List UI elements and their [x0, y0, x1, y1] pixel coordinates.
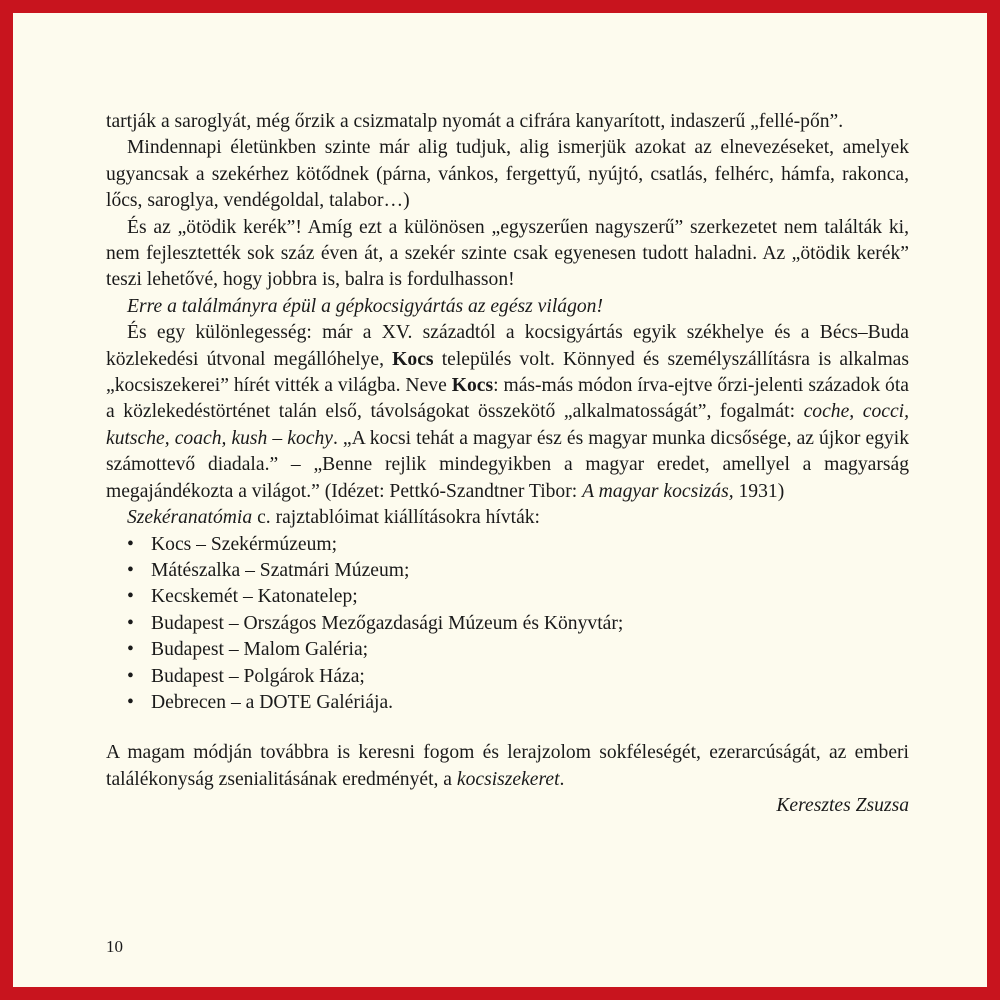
list-item-text: Budapest – Országos Mezőgazdasági Múzeum és Könyvtár;	[151, 612, 624, 634]
spacer	[106, 716, 909, 740]
paragraph: Mindennapi életünkben szinte már alig tudjuk, alig ismerjük azokat az elnevezéseket, amelyek ugyancsak a szekérhez kötődnek (párna, vánkos, fergettyű, nyújtó, csatlás, felhérc, hámfa, rakonca, lőcs, saroglya, vendégoldal, talabor…)	[106, 137, 909, 212]
text-run: c. rajztablóimat kiállításokra hívták:	[257, 507, 541, 529]
list-item	[127, 584, 909, 610]
text-run: település volt. Könnyed és személyszállításra is alkalmas „kocsiszekerei” hírét vitték a világba. Neve	[106, 348, 910, 397]
italic-paragraph	[106, 294, 909, 320]
text-run: 1931)	[738, 480, 785, 502]
word-variants: coche, cocci, kutsche, coach, kush – kochy	[106, 401, 910, 449]
list-item-text: Kocs – Szekérmúzeum;	[151, 533, 338, 555]
paragraph	[106, 320, 909, 505]
list-item-text: Budapest – Polgárok Háza;	[151, 665, 365, 687]
bullet-icon: •	[127, 586, 134, 608]
text-run: És egy különlegesség: már a XV. századtól a kocsigyártás egyik székhelye és a Bécs–Buda közlekedési útvonal megállóhelye,	[106, 322, 909, 370]
author-signature: Keresztes Zsuzsa	[776, 795, 909, 817]
paragraph: tartják a saroglyát, még őrzik a csizmatalp nyomát a cifrára kanyarított, indaszerű „fellé-pőn”.	[106, 111, 844, 132]
paragraph	[106, 505, 909, 531]
text-run: . „A kocsi tehát a magyar ész és magyar munka dicsősége, az újkor egyik számottevő diadala.” – „Benne rejlik mindegyikben a magyar eredet, amellyel a magyarság megajándékozta a világot.” (Idézet: Pettkó-Szandtner Tibor:	[106, 427, 909, 502]
bullet-icon: •	[127, 665, 134, 687]
list-item-text: Mátészalka – Szatmári Múzeum;	[151, 559, 410, 581]
bullet-icon: •	[127, 691, 134, 713]
bullet-icon: •	[127, 612, 134, 634]
bullet-icon: •	[127, 533, 134, 555]
list-item	[127, 558, 909, 584]
closing-paragraph	[106, 740, 909, 793]
bold-place-name: Kocs	[451, 375, 494, 397]
list-item	[127, 637, 909, 663]
bullet-icon: •	[127, 639, 134, 661]
text-run: .	[559, 768, 565, 790]
list-item	[127, 611, 909, 637]
bold-place-name: Kocs	[392, 348, 434, 370]
list-item	[127, 690, 909, 716]
book-title: A magyar kocsizás,	[582, 480, 734, 502]
page-number: 10	[106, 937, 123, 956]
body-text	[106, 109, 909, 820]
list-item-text: Kecskemét – Katonatelep;	[151, 586, 358, 608]
paragraph: És az „ötödik kerék”! Amíg ezt a különösen „egyszerűen nagyszerű” szerkezetet nem találták ki, nem fejlesztették sok száz éven át, a szekér szinte csak egyenesen tudott haladni. Az „ötödik kerék” teszi lehetővé, hogy jobbra is, balra is fordulhasson!	[106, 216, 909, 291]
text-run: : más-más módon írva-ejtve őrzi-jelenti századok óta a közlekedéstörténet talán első, távolságokat összekötő „alkalmatosságát”, fogalmát:	[106, 375, 909, 423]
italic-word: kocsiszekeret	[456, 768, 560, 790]
exhibition-list	[106, 532, 909, 717]
book-page	[13, 13, 987, 987]
list-item	[127, 664, 909, 690]
list-item-text: Debrecen – a DOTE Galériája.	[151, 691, 394, 713]
text-run: A magam módján továbbra is keresni fogom és lerajzolom sokféleségét, ezerarcúságát, az emberi találékonyság zsenialitásának eredményét, a	[106, 742, 909, 790]
list-item	[127, 532, 909, 558]
work-title: Szekéranatómia	[127, 507, 253, 529]
bullet-icon: •	[127, 559, 134, 581]
list-item-text: Budapest – Malom Galéria;	[151, 639, 369, 661]
italic-text: Erre a találmányra épül a gépkocsigyártás az egész világon!	[127, 295, 603, 317]
